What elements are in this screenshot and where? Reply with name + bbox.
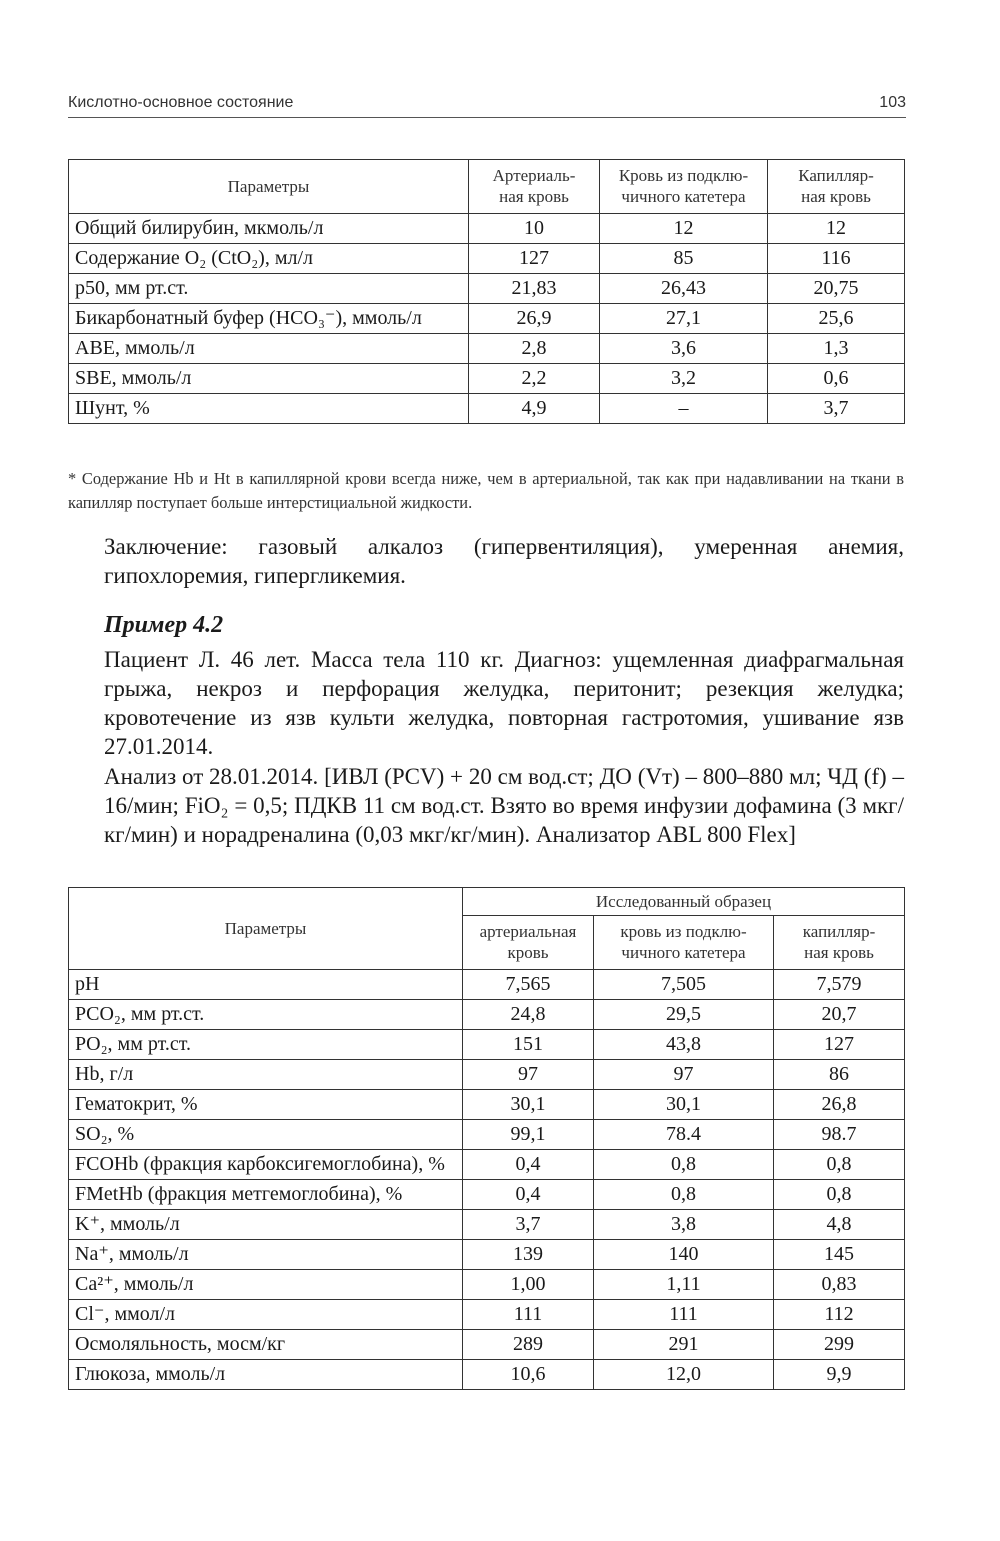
param-cell: Общий билирубин, мкмоль/л — [69, 214, 469, 244]
param-cell: FMetHb (фракция метгемоглобина), % — [69, 1180, 463, 1210]
value-cell: 0,8 — [774, 1150, 905, 1180]
value-cell: 3,6 — [600, 334, 768, 364]
value-cell: 112 — [774, 1300, 905, 1330]
header-cell: кровь из подклю- чичного катетера — [594, 916, 774, 970]
header-cell: Параметры — [69, 160, 469, 214]
header-cell: Капилляр- ная кровь — [768, 160, 905, 214]
table-row — [69, 1120, 905, 1150]
param-cell: SO₂, % — [69, 1120, 463, 1150]
value-cell: 9,9 — [774, 1360, 905, 1390]
param-cell: K⁺, ммоль/л — [69, 1210, 463, 1240]
value-cell: 116 — [768, 244, 905, 274]
value-cell: 12 — [600, 214, 768, 244]
table-row — [69, 1360, 905, 1390]
value-cell: 10,6 — [463, 1360, 594, 1390]
value-cell: 299 — [774, 1330, 905, 1360]
value-cell: 111 — [594, 1300, 774, 1330]
value-cell: 111 — [463, 1300, 594, 1330]
value-cell: 86 — [774, 1060, 905, 1090]
value-cell: 2,8 — [469, 334, 600, 364]
param-cell: Na⁺, ммоль/л — [69, 1240, 463, 1270]
table-footnote: * Содержание Hb и Ht в капиллярной крови всегда ниже, чем в артериальной, так как при надавливании на ткани в капилляр поступает больше интерстициальной жидкости. — [68, 469, 904, 512]
value-cell: 21,83 — [469, 274, 600, 304]
param-cell: Гематокрит, % — [69, 1090, 463, 1120]
header-cell: Артериаль- ная кровь — [469, 160, 600, 214]
table-row — [69, 364, 905, 394]
table-blood-params-2 — [68, 887, 905, 1390]
value-cell: 7,505 — [594, 970, 774, 1000]
value-cell: 26,9 — [469, 304, 600, 334]
table-row — [69, 214, 905, 244]
value-cell: 97 — [594, 1060, 774, 1090]
value-cell: 98.7 — [774, 1120, 905, 1150]
value-cell: 27,1 — [600, 304, 768, 334]
value-cell: 127 — [469, 244, 600, 274]
value-cell: 29,5 — [594, 1000, 774, 1030]
table-row — [69, 1030, 905, 1060]
value-cell: 7,579 — [774, 970, 905, 1000]
value-cell: 127 — [774, 1030, 905, 1060]
value-cell: 97 — [463, 1060, 594, 1090]
value-cell: 10 — [469, 214, 600, 244]
value-cell: 26,43 — [600, 274, 768, 304]
value-cell: 145 — [774, 1240, 905, 1270]
value-cell: 20,75 — [768, 274, 905, 304]
param-cell: p50, мм рт.ст. — [69, 274, 469, 304]
value-cell: 3,2 — [600, 364, 768, 394]
param-cell: Бикарбонатный буфер (HCO₃⁻), ммоль/л — [69, 304, 469, 334]
value-cell: 151 — [463, 1030, 594, 1060]
param-cell: Hb, г/л — [69, 1060, 463, 1090]
header-cell: капилляр- ная кровь — [774, 916, 905, 970]
value-cell: 43,8 — [594, 1030, 774, 1060]
value-cell: 289 — [463, 1330, 594, 1360]
table-row — [69, 1150, 905, 1180]
value-cell: 0,8 — [594, 1150, 774, 1180]
conclusion-text: Заключение: газовый алкалоз (гипервентиляция), умеренная анемия, гипохлоремия, гипергликемия. — [104, 534, 904, 588]
table-row — [69, 1270, 905, 1300]
value-cell: 1,3 — [768, 334, 905, 364]
value-cell: 99,1 — [463, 1120, 594, 1150]
table-header-row — [69, 160, 905, 214]
value-cell: 4,8 — [774, 1210, 905, 1240]
param-cell: PO₂, мм рт.ст. — [69, 1030, 463, 1060]
table-row — [69, 1060, 905, 1090]
value-cell: 30,1 — [463, 1090, 594, 1120]
param-cell: FCOHb (фракция карбоксигемоглобина), % — [69, 1150, 463, 1180]
table-row — [69, 1240, 905, 1270]
table-row — [69, 394, 905, 424]
param-cell: ABE, ммоль/л — [69, 334, 469, 364]
value-cell: 3,7 — [768, 394, 905, 424]
value-cell: 0,83 — [774, 1270, 905, 1300]
param-cell: PCO₂, мм рт.ст. — [69, 1000, 463, 1030]
value-cell: 0,8 — [774, 1180, 905, 1210]
table-row — [69, 970, 905, 1000]
param-cell: Осмоляльность, мосм/кг — [69, 1330, 463, 1360]
value-cell: 24,8 — [463, 1000, 594, 1030]
table-row — [69, 1300, 905, 1330]
value-cell: 12,0 — [594, 1360, 774, 1390]
param-cell: Ca²⁺, ммоль/л — [69, 1270, 463, 1300]
table-row — [69, 1330, 905, 1360]
value-cell: 0,8 — [594, 1180, 774, 1210]
value-cell: 1,11 — [594, 1270, 774, 1300]
table-row — [69, 1000, 905, 1030]
value-cell: 0,4 — [463, 1150, 594, 1180]
value-cell: 2,2 — [469, 364, 600, 394]
value-cell: 1,00 — [463, 1270, 594, 1300]
table-row — [69, 274, 905, 304]
group-header-cell: Исследованный образец — [463, 888, 905, 916]
param-cell: Глюкоза, ммоль/л — [69, 1360, 463, 1390]
value-cell: 0,4 — [463, 1180, 594, 1210]
header-cell: Кровь из подклю- чичного катетера — [600, 160, 768, 214]
value-cell: 4,9 — [469, 394, 600, 424]
running-header — [68, 94, 906, 118]
value-cell: 26,8 — [774, 1090, 905, 1120]
table-row — [69, 1210, 905, 1240]
table-row — [69, 1090, 905, 1120]
value-cell: 20,7 — [774, 1000, 905, 1030]
value-cell: 140 — [594, 1240, 774, 1270]
value-cell: 7,565 — [463, 970, 594, 1000]
table-row — [69, 1180, 905, 1210]
patient-paragraph — [68, 645, 904, 761]
table-blood-params-1 — [68, 159, 905, 424]
param-cell: Содержание O₂ (CtO₂), мл/л — [69, 244, 469, 274]
table-row — [69, 244, 905, 274]
param-cell: Cl⁻, ммол/л — [69, 1300, 463, 1330]
chapter-title: Кислотно-основное состояние — [68, 94, 294, 111]
table-header-row — [69, 888, 905, 916]
value-cell: 85 — [600, 244, 768, 274]
example-heading: Пример 4.2 — [104, 612, 224, 638]
conclusion-paragraph — [68, 532, 904, 590]
page-number: 103 — [879, 94, 906, 111]
header-cell: Параметры — [69, 888, 463, 970]
param-cell: pH — [69, 970, 463, 1000]
param-cell: SBE, ммоль/л — [69, 364, 469, 394]
value-cell: 0,6 — [768, 364, 905, 394]
table-row — [69, 334, 905, 364]
param-cell: Шунт, % — [69, 394, 469, 424]
value-cell: 3,7 — [463, 1210, 594, 1240]
value-cell: 291 — [594, 1330, 774, 1360]
value-cell: 3,8 — [594, 1210, 774, 1240]
header-cell: артериальная кровь — [463, 916, 594, 970]
analysis-paragraph — [68, 762, 904, 849]
value-cell: 25,6 — [768, 304, 905, 334]
value-cell: 30,1 — [594, 1090, 774, 1120]
value-cell: 78.4 — [594, 1120, 774, 1150]
value-cell: 12 — [768, 214, 905, 244]
value-cell: 139 — [463, 1240, 594, 1270]
patient-text: Пациент Л. 46 лет. Масса тела 110 кг. Диагноз: ущемленная диафрагмальная грыжа, некроз и перфорация желудка, перитонит; резекция желудка; кровотечение из язв культи желудка, повторная гастротомия, ушивание язв 27.01.2014. — [104, 647, 904, 759]
value-cell: – — [600, 394, 768, 424]
analysis-text: Анализ от 28.01.2014. [ИВЛ (PCV) + 20 см вод.ст; ДО (Vт) – 800–880 мл; ЧД (f) – 16/мин; FiO₂ = 0,5; ПДКВ 11 см вод.ст. Взято во время инфузии дофамина (3 мкг/кг/мин) и норадреналина (0,03 мкг/кг/мин). Анализатор ABL 800 Flex] — [104, 764, 904, 847]
table-row — [69, 304, 905, 334]
